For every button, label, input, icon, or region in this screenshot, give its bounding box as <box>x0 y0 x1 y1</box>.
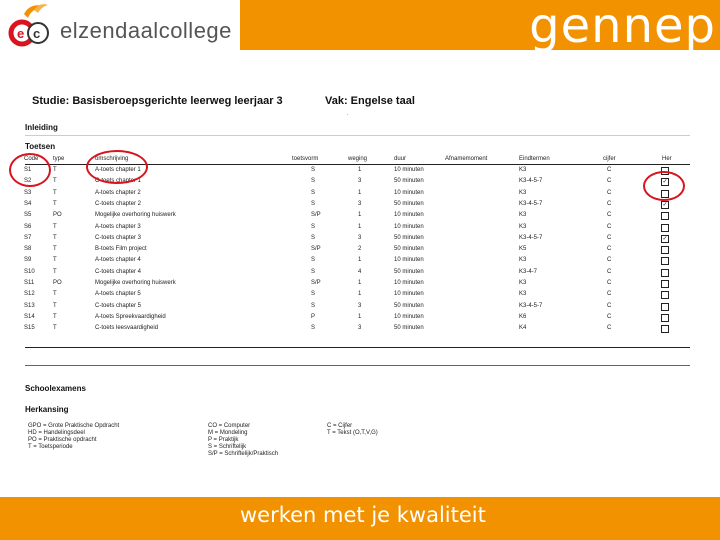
checkbox-empty-icon <box>661 280 669 288</box>
checkbox-checked-icon: ✓ <box>662 201 668 208</box>
cell-type: T <box>53 302 57 309</box>
cell-code: S4 <box>24 200 32 207</box>
cell-eindtermen: K3-4-7 <box>519 268 538 275</box>
cell-toetsvorm: S <box>311 325 316 332</box>
cell-cijfer: C <box>607 313 612 320</box>
cell-toetsvorm: S/P <box>311 212 321 219</box>
cell-omschrijving: A-toets chapter 2 <box>95 189 141 196</box>
cell-weging: 2 <box>358 246 362 253</box>
cell-duur: 10 minuten <box>394 223 424 230</box>
cell-code: S11 <box>24 280 35 286</box>
annotation-circle-code <box>9 153 51 187</box>
legend-line: T = Tekst (O,T,V,G) <box>327 430 378 436</box>
legend-line: CO = Computer <box>208 423 251 429</box>
cell-toetsvorm: S <box>311 257 316 264</box>
cell-weging: 1 <box>358 223 362 230</box>
col-toetsvorm: toetsvorm <box>292 156 319 162</box>
table-row <box>0 291 720 302</box>
cell-code: S5 <box>24 212 32 219</box>
cell-duur: 50 minuten <box>394 302 424 309</box>
svg-text:e: e <box>17 26 25 41</box>
cell-duur: 50 minuten <box>394 246 424 253</box>
legend-cijfer <box>327 423 378 437</box>
cell-toetsvorm: S <box>311 234 316 241</box>
header-banner <box>240 0 720 54</box>
col-code: Code <box>24 156 39 162</box>
ec-logo-icon <box>0 0 58 50</box>
cell-type: T <box>53 223 57 230</box>
cell-weging: 1 <box>358 167 362 173</box>
cell-eindtermen: K3 <box>519 189 527 196</box>
cell-type: T <box>53 189 57 196</box>
cell-duur: 50 minuten <box>394 268 424 275</box>
cell-cijfer: C <box>607 302 612 309</box>
cell-code: S14 <box>24 313 35 320</box>
cell-cijfer: C <box>607 223 612 230</box>
cell-omschrijving: C-toets chapter 3 <box>95 234 142 241</box>
cell-weging: 4 <box>358 268 362 275</box>
cell-cijfer: C <box>607 167 612 173</box>
cell-toetsvorm: S <box>311 178 316 185</box>
legend-line: GPO = Grote Praktische Opdracht <box>28 423 120 429</box>
cell-duur: 50 minuten <box>394 200 424 207</box>
cell-duur: 10 minuten <box>394 291 424 298</box>
cell-eindtermen: K3 <box>519 167 527 173</box>
checkbox-empty-icon <box>661 224 669 232</box>
cell-eindtermen: K3 <box>519 223 527 230</box>
cell-duur: 50 minuten <box>394 178 424 185</box>
section-schoolexamens: Schoolexamens <box>25 384 86 393</box>
cell-code: S3 <box>24 189 32 196</box>
cell-weging: 3 <box>358 178 362 185</box>
col-cijfer: cijfer <box>603 156 616 162</box>
table-row <box>0 224 720 235</box>
cell-type: T <box>53 167 57 173</box>
cell-omschrijving: C-toets leesvaardigheid <box>95 325 159 332</box>
legend-types <box>28 423 119 451</box>
annotation-circle-her <box>643 171 685 201</box>
legend-line: T = Toetsperiode <box>28 444 73 450</box>
document-scan <box>0 50 720 497</box>
cell-weging: 3 <box>358 302 362 309</box>
col-weging: weging <box>348 156 368 162</box>
cell-cijfer: C <box>607 291 612 298</box>
cell-eindtermen: K3-4-5-7 <box>519 234 543 241</box>
cell-cijfer: C <box>607 257 612 264</box>
col-afnamemoment: Afnamemoment <box>445 156 488 162</box>
elzendaalcollege-logo <box>0 0 240 50</box>
cell-code: S2 <box>24 178 32 185</box>
cell-duur: 10 minuten <box>394 167 424 173</box>
table-row <box>0 280 720 291</box>
table-row <box>0 212 720 223</box>
cell-toetsvorm: S <box>311 291 316 298</box>
cell-type: T <box>53 257 57 264</box>
cell-duur: 50 minuten <box>394 325 424 332</box>
col-type: type <box>53 156 65 162</box>
cell-cijfer: C <box>607 200 612 207</box>
table-row <box>0 246 720 257</box>
cell-duur: 10 minuten <box>394 313 424 320</box>
cell-code: S9 <box>24 257 32 264</box>
checkbox-empty-icon <box>661 314 669 322</box>
cell-toetsvorm: S <box>311 302 316 309</box>
cell-weging: 1 <box>358 280 362 286</box>
table-row <box>0 235 720 246</box>
cell-omschrijving: B-toets Film project <box>95 246 147 253</box>
table-row <box>0 257 720 268</box>
svg-text:c: c <box>33 26 41 41</box>
legend-line: S = Schriftelijk <box>208 444 247 450</box>
cell-toetsvorm: S/P <box>311 280 321 286</box>
cell-toetsvorm: S <box>311 223 316 230</box>
cell-omschrijving: A-toets Spreekvaardigheid <box>95 313 166 320</box>
cell-code: S8 <box>24 246 32 253</box>
cell-toetsvorm: P <box>311 313 316 320</box>
table-row <box>0 269 720 280</box>
cell-duur: 10 minuten <box>394 212 424 219</box>
cell-eindtermen: K3-4-5-7 <box>519 200 543 207</box>
cell-cijfer: C <box>607 178 612 185</box>
cell-code: S7 <box>24 234 32 241</box>
legend-line: C = Cijfer <box>327 423 353 429</box>
cell-omschrijving: A-toets chapter 1 <box>95 167 141 173</box>
cell-type: T <box>53 291 57 298</box>
cell-weging: 3 <box>358 234 362 241</box>
cell-code: S1 <box>24 167 32 173</box>
cell-toetsvorm: S <box>311 200 316 207</box>
cell-type: T <box>53 234 57 241</box>
cell-eindtermen: K4 <box>519 325 527 332</box>
cell-type: T <box>53 200 57 207</box>
cell-type: T <box>53 246 57 253</box>
cell-cijfer: C <box>607 189 612 196</box>
legend-toetsvorm <box>208 423 278 458</box>
annotation-circle-omschrijving <box>86 150 148 184</box>
cell-type: PO <box>53 280 62 286</box>
cell-cijfer: C <box>607 268 612 275</box>
table-row <box>0 314 720 325</box>
cell-weging: 3 <box>358 325 362 332</box>
checkbox-checked-icon: ✓ <box>662 235 668 242</box>
checkbox-empty-icon <box>661 291 669 299</box>
cell-eindtermen: K3 <box>519 280 527 286</box>
cell-weging: 3 <box>358 200 362 207</box>
cell-omschrijving: Mogelijke overhoring huiswerk <box>95 280 176 286</box>
legend-line: P = Praktijk <box>208 437 239 443</box>
section-inleiding: Inleiding <box>25 123 58 132</box>
cell-toetsvorm: S <box>311 268 316 275</box>
section-toetsen: Toetsen <box>25 142 56 151</box>
table-bottom-rule <box>25 347 690 348</box>
checkbox-checked-icon: ✓ <box>662 179 668 186</box>
cell-code: S13 <box>24 302 35 309</box>
cell-code: S6 <box>24 223 32 230</box>
top-bar <box>0 0 720 54</box>
cell-code: S15 <box>24 325 35 332</box>
cell-toetsvorm: S/P <box>311 246 321 253</box>
footer-banner <box>0 497 720 540</box>
cell-eindtermen: K3-4-5-7 <box>519 302 543 309</box>
cell-eindtermen: K5 <box>519 246 527 253</box>
logo-text: elzendaalcollege <box>60 18 232 43</box>
cell-type: T <box>53 268 57 275</box>
cell-code: S10 <box>24 268 35 275</box>
cell-weging: 1 <box>358 189 362 196</box>
cell-type: T <box>53 325 57 332</box>
cell-weging: 1 <box>358 291 362 298</box>
cell-eindtermen: K3 <box>519 291 527 298</box>
cell-code: S12 <box>24 291 35 298</box>
checkbox-empty-icon <box>661 246 669 254</box>
section-herkansing: Herkansing <box>25 405 69 414</box>
cell-duur: 50 minuten <box>394 234 424 241</box>
cell-omschrijving: C-toets chapter 1 <box>95 178 142 185</box>
cell-type: T <box>53 178 57 185</box>
cell-cijfer: C <box>607 325 612 332</box>
cell-duur: 10 minuten <box>394 280 424 286</box>
cell-toetsvorm: S <box>311 167 316 173</box>
cell-omschrijving: A-toets chapter 5 <box>95 291 141 298</box>
cell-weging: 1 <box>358 313 362 320</box>
cell-omschrijving: A-toets chapter 4 <box>95 257 141 264</box>
scan-speck: · <box>346 110 349 119</box>
cell-omschrijving: A-toets chapter 3 <box>95 223 141 230</box>
col-duur: duur <box>394 156 407 162</box>
cell-toetsvorm: S <box>311 189 316 196</box>
col-eindtermen: Eindtermen <box>519 156 550 162</box>
cell-type: PO <box>53 212 62 219</box>
vak-title: Vak: Engelse taal <box>325 95 415 107</box>
table-row <box>0 325 720 336</box>
col-her: Her <box>662 156 672 162</box>
cell-eindtermen: K3 <box>519 257 527 264</box>
cell-eindtermen: K3 <box>519 212 527 219</box>
table-bottom-rule-2 <box>25 365 690 366</box>
col-omschrijving: omschrijving <box>95 156 129 162</box>
checkbox-empty-icon <box>661 325 669 333</box>
table-row <box>0 190 720 201</box>
legend-line: M = Mondeling <box>208 430 248 436</box>
cell-type: T <box>53 313 57 320</box>
cell-eindtermen: K6 <box>519 313 527 320</box>
checkbox-empty-icon <box>661 257 669 265</box>
cell-omschrijving: C-toets chapter 4 <box>95 268 142 275</box>
divider <box>25 135 690 136</box>
cell-cijfer: C <box>607 234 612 241</box>
cell-weging: 1 <box>358 212 362 219</box>
cell-omschrijving: Mogelijke overhoring huiswerk <box>95 212 176 219</box>
cell-cijfer: C <box>607 246 612 253</box>
footer-slogan: werken met je kwaliteit <box>240 503 486 527</box>
checkbox-empty-icon <box>661 269 669 277</box>
checkbox-empty-icon <box>661 303 669 311</box>
legend-line: HD = Handelingsdeel <box>28 430 85 436</box>
cell-cijfer: C <box>607 212 612 219</box>
cell-omschrijving: C-toets chapter 2 <box>95 200 142 207</box>
brand-title: gennep <box>529 0 716 54</box>
checkbox-empty-icon <box>661 212 669 220</box>
cell-cijfer: C <box>607 280 612 286</box>
cell-duur: 10 minuten <box>394 257 424 264</box>
studie-title: Studie: Basisberoepsgerichte leerweg leerjaar 3 <box>32 95 283 107</box>
cell-omschrijving: C-toets chapter 5 <box>95 302 142 309</box>
table-row <box>0 201 720 212</box>
cell-duur: 10 minuten <box>394 189 424 196</box>
legend-line: PO = Praktische opdracht <box>28 437 97 443</box>
table-row <box>0 303 720 314</box>
cell-weging: 1 <box>358 257 362 264</box>
legend-line: S/P = Schriftelijk/Praktisch <box>208 451 279 457</box>
cell-eindtermen: K3-4-5-7 <box>519 178 543 185</box>
